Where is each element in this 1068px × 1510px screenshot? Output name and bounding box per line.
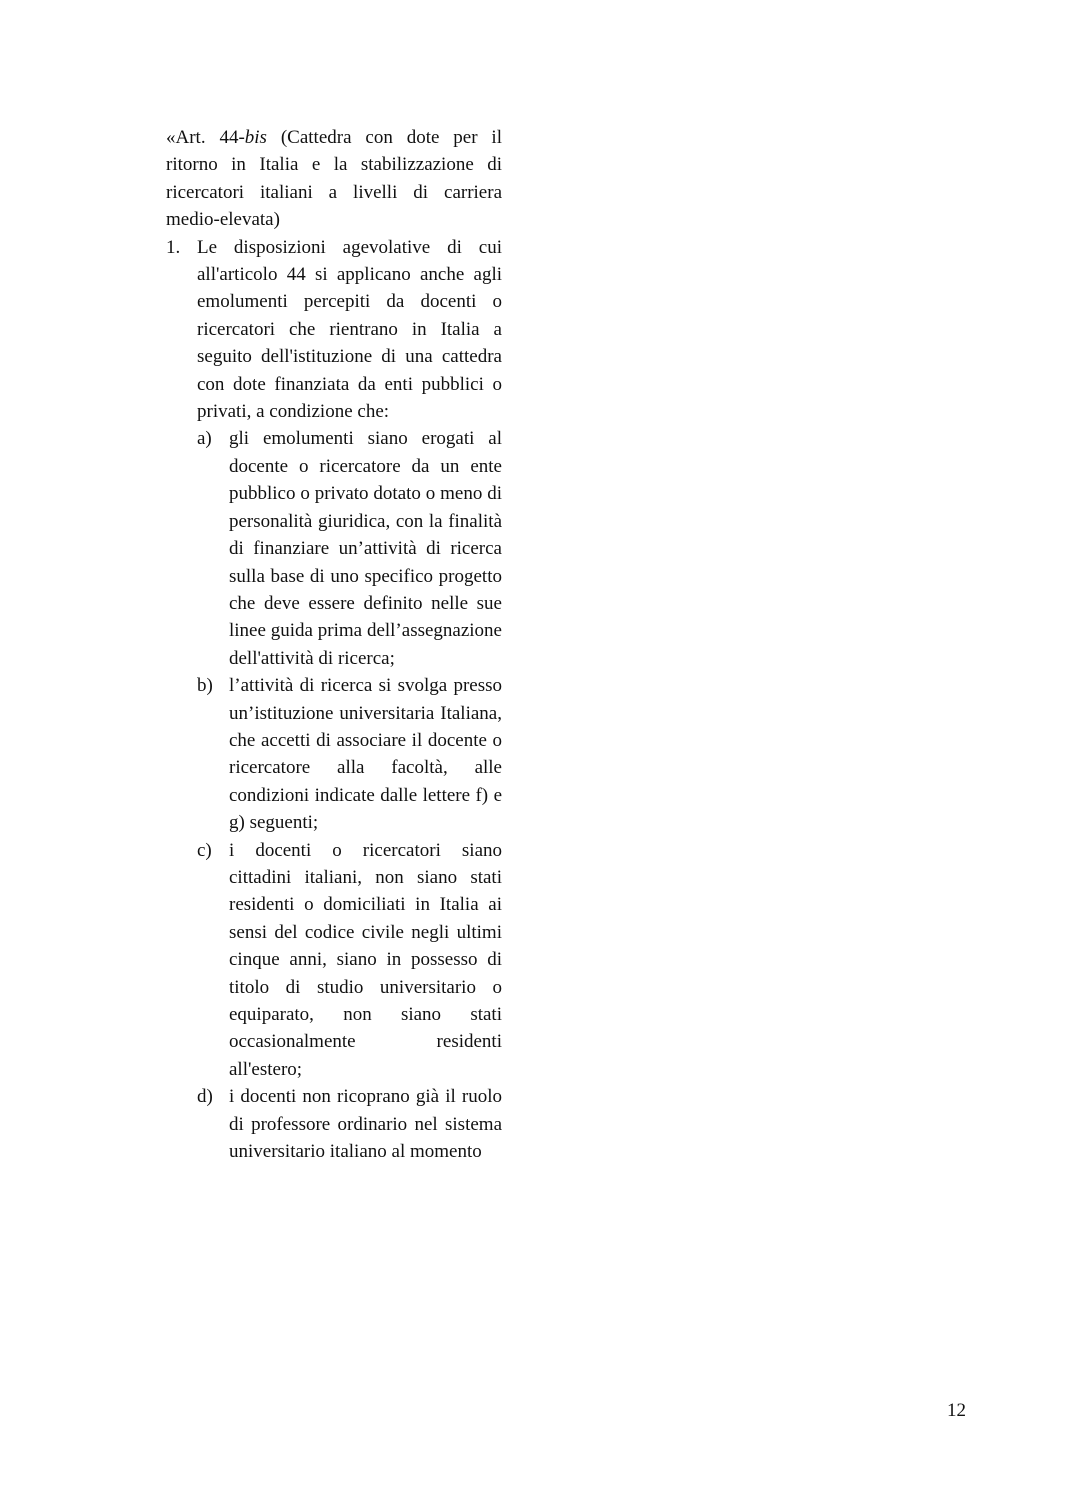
list-item <box>197 425 502 672</box>
list-item <box>197 837 502 1084</box>
letter-list <box>197 425 502 1165</box>
list-item <box>197 672 502 836</box>
list-item-letter: a) <box>197 428 212 450</box>
heading-italic: bis <box>244 127 267 148</box>
list-item-text: l’attività di ricerca si svolga presso un’istituzione universitaria Italiana, che accetti di associare il docente o ricercatore alla facoltà, alle condizioni indicate dalle lettere f) e g) seguenti; <box>229 675 502 834</box>
paragraph-1 <box>166 234 502 1166</box>
paragraph-text: Le disposizioni agevolative di cui all'articolo 44 si applicano anche agli emolumenti percepiti da docenti o ricercatori che rientrano in Italia a seguito dell'istituzione di una cattedra con dote finanziata da enti pubblici o privati, a condizione che: <box>197 236 502 423</box>
list-item <box>197 1083 502 1165</box>
list-item-letter: c) <box>197 839 212 861</box>
paragraph-number: 1. <box>166 236 181 258</box>
page-number: 12 <box>947 1400 966 1421</box>
list-item-letter: b) <box>197 675 213 697</box>
list-item-text: i docenti non ricoprano già il ruolo di professore ordinario nel sistema universitario italiano al momento <box>229 1086 502 1163</box>
list-item-letter: d) <box>197 1086 213 1108</box>
list-item-text: gli emolumenti siano erogati al docente o ricercatore da un ente pubblico o privato dotato o meno di personalità giuridica, con la finalità di finanziare un’attività di ricerca sulla base di uno specifico progetto che deve essere definito nelle sue linee guida prima dell’assegnazione dell'attività di ricerca; <box>229 428 502 669</box>
list-item-text: i docenti o ricercatori siano cittadini italiani, non siano stati residenti o domiciliati in Italia ai sensi del codice civile negli ultimi cinque anni, siano in possesso di titolo di studio universitario o equiparato, non siano stati occasionalmente residenti all'estero; <box>229 839 502 1080</box>
heading-prefix: «Art. 44- <box>166 127 245 148</box>
heading-suffix: (Cattedra con dote per il ritorno in Italia e la stabilizzazione di ricercatori italiani a livelli di carriera medio-elevata) <box>166 127 502 231</box>
article-heading <box>166 124 502 234</box>
text-column <box>166 124 502 1165</box>
